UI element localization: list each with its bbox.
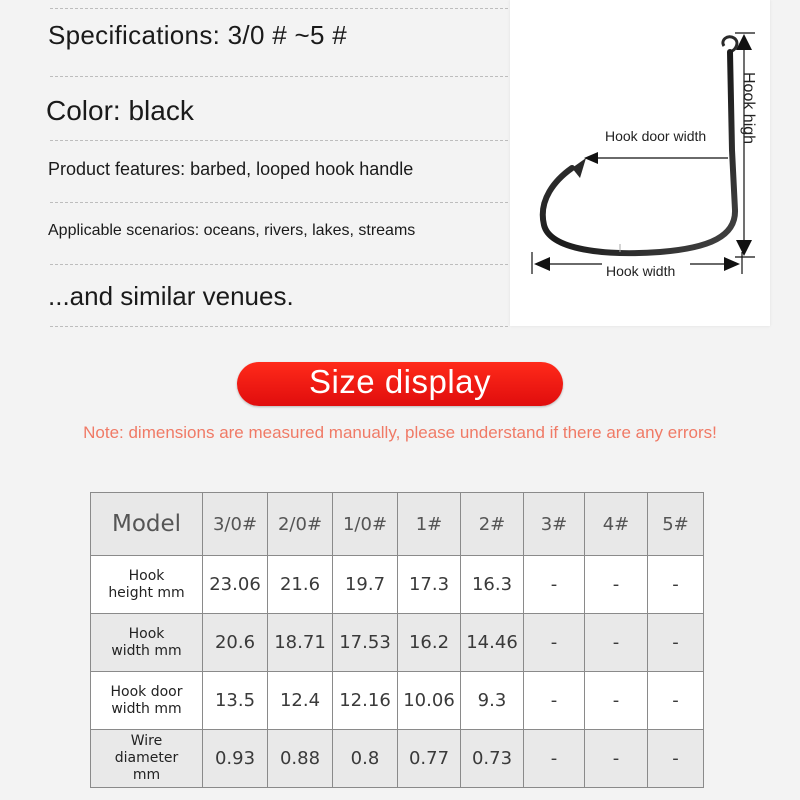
row-label-line: Hook door	[110, 683, 183, 700]
table-header-cell: 5#	[648, 493, 704, 556]
hook-high-arrow	[735, 33, 755, 257]
table-header-cell: 2#	[461, 493, 524, 556]
table-cell: -	[648, 556, 704, 614]
table-cell: 16.2	[398, 614, 461, 672]
spec-scenarios: Applicable scenarios: oceans, rivers, lakes, streams	[48, 222, 416, 239]
divider	[50, 140, 508, 141]
table-cell: 23.06	[203, 556, 268, 614]
row-label-line: height mm	[108, 584, 185, 601]
table-cell: 18.71	[268, 614, 333, 672]
table-cell: -	[524, 730, 585, 788]
table-cell: 10.06	[398, 672, 461, 730]
table-cell: -	[585, 556, 648, 614]
table-cell: 19.7	[333, 556, 398, 614]
table-cell: -	[648, 730, 704, 788]
spec-specifications: Specifications: 3/0 # ~5 #	[48, 20, 348, 50]
size-display-banner: Size display	[237, 362, 563, 406]
table-cell: -	[648, 672, 704, 730]
table-cell: -	[648, 614, 704, 672]
table-header-row	[91, 493, 704, 556]
row-label	[91, 730, 203, 788]
hook-diagram	[510, 0, 770, 326]
row-label-line: diameter	[114, 750, 179, 766]
spec-color: Color: black	[46, 95, 194, 126]
divider	[50, 202, 508, 203]
row-label-line: Hook	[128, 625, 165, 642]
table-row	[91, 730, 704, 788]
table-cell: -	[585, 614, 648, 672]
table-cell: 20.6	[203, 614, 268, 672]
divider	[50, 8, 508, 9]
row-label	[91, 672, 203, 730]
divider	[50, 76, 508, 77]
table-header-cell: 1/0#	[333, 493, 398, 556]
row-label-line: width mm	[111, 700, 182, 717]
table-cell: 0.88	[268, 730, 333, 788]
row-label-line: width mm	[111, 642, 182, 659]
table-cell: 12.16	[333, 672, 398, 730]
hook-width-label: Hook width	[606, 263, 676, 279]
size-table	[90, 492, 704, 788]
table-cell: -	[524, 614, 585, 672]
table-cell: 0.8	[333, 730, 398, 788]
measurement-note: Note: dimensions are measured manually, please understand if there are any errors!	[83, 423, 717, 442]
table-cell: -	[524, 556, 585, 614]
table-header-cell: 1#	[398, 493, 461, 556]
table-header-cell: 2/0#	[268, 493, 333, 556]
table-row	[91, 556, 704, 614]
table-row	[91, 672, 704, 730]
table-cell: 0.73	[461, 730, 524, 788]
row-label	[91, 556, 203, 614]
spec-venues: ...and similar venues.	[48, 281, 294, 311]
table-cell: 17.3	[398, 556, 461, 614]
table-cell: 9.3	[461, 672, 524, 730]
row-label-line: Hook	[128, 567, 165, 584]
divider	[50, 264, 508, 265]
row-label-line: Wire	[130, 733, 163, 749]
hook-door-width-arrow	[584, 152, 728, 164]
table-cell: -	[585, 672, 648, 730]
row-label-line: mm	[132, 767, 161, 783]
table-header-cell: Model	[91, 493, 203, 556]
table-cell: 17.53	[333, 614, 398, 672]
row-label	[91, 614, 203, 672]
table-cell: 16.3	[461, 556, 524, 614]
hook-diagram-panel	[510, 0, 770, 326]
specifications-panel	[0, 0, 510, 330]
table-cell: 12.4	[268, 672, 333, 730]
fish-hook-icon	[543, 37, 737, 253]
divider	[50, 326, 508, 327]
spec-features: Product features: barbed, looped hook handle	[48, 159, 414, 179]
hook-door-width-label: Hook door width	[605, 128, 707, 144]
hook-high-label: Hook high	[740, 72, 757, 145]
table-header-cell: 3/0#	[203, 493, 268, 556]
table-cell: 0.77	[398, 730, 461, 788]
table-cell: -	[524, 672, 585, 730]
table-row	[91, 614, 704, 672]
table-header-cell: 3#	[524, 493, 585, 556]
table-cell: 14.46	[461, 614, 524, 672]
table-cell: -	[585, 730, 648, 788]
table-cell: 13.5	[203, 672, 268, 730]
table-cell: 21.6	[268, 556, 333, 614]
table-header-cell: 4#	[585, 493, 648, 556]
table-cell: 0.93	[203, 730, 268, 788]
